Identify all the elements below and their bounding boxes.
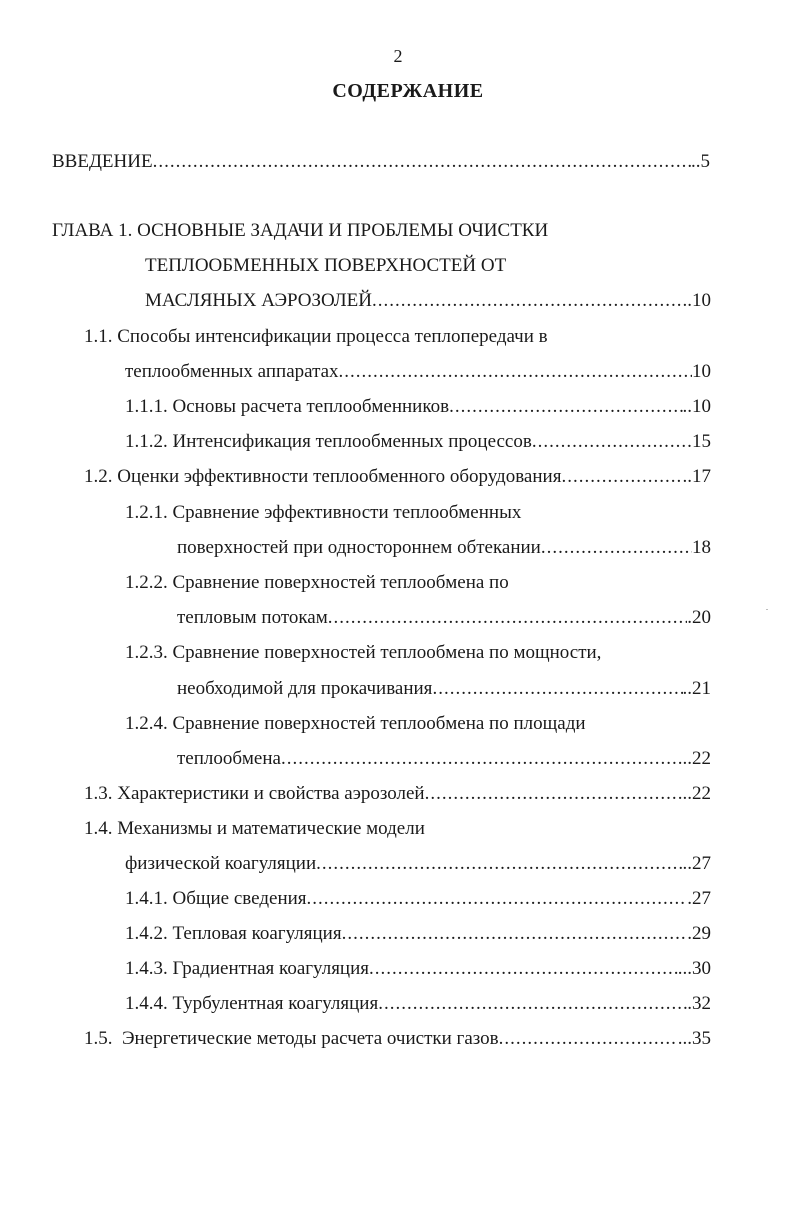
dot-leader (372, 289, 682, 313)
toc-chapter1-line1: ГЛАВА 1. ОСНОВНЫЕ ЗАДАЧИ И ПРОБЛЕМЫ ОЧИСТКИ (52, 220, 549, 241)
toc-s1-4-line1: 1.4. Механизмы и математические модели (84, 818, 425, 839)
toc-page-number: .29 (687, 923, 711, 944)
toc-page-number: .20 (687, 607, 711, 628)
toc-entry-text: физической коагуляции (125, 853, 317, 874)
dot-leader (316, 852, 682, 876)
dot-leader (532, 430, 692, 454)
toc-entry-s1-5 (84, 1027, 711, 1051)
toc-page-number: 15 (692, 431, 711, 452)
dot-leader (378, 992, 687, 1016)
dot-leader (449, 395, 682, 419)
dot-leader (561, 465, 682, 489)
dot-leader (328, 606, 687, 630)
toc-entry-text: поверхностей при одностороннем обтекании (177, 537, 541, 558)
dot-leader (153, 150, 691, 174)
toc-entry-s1-4-1 (125, 887, 711, 911)
dot-leader (432, 677, 682, 701)
toc-entry-chapter1 (145, 289, 711, 313)
toc-page-number: ..27 (682, 853, 711, 874)
toc-entry-text: 1.2. Оценки эффективности теплообменного оборудования (84, 466, 562, 487)
toc-page-number: .32 (687, 993, 711, 1014)
toc-s1-2-3-line1: 1.2.3. Сравнение поверхностей теплообмена по мощности, (125, 642, 602, 663)
toc-page-number: ..10 (682, 290, 711, 311)
scan-speck (766, 609, 768, 610)
toc-page-number: .27 (687, 888, 711, 909)
dot-leader (342, 922, 688, 946)
toc-entry-text: 1.1.2. Интенсификация теплообменных процессов (125, 431, 532, 452)
toc-title: СОДЕРЖАНИЕ (332, 80, 484, 102)
dot-leader (541, 536, 692, 560)
toc-entry-s1-2-2 (177, 606, 711, 630)
toc-entry-s1-2 (84, 465, 711, 489)
toc-entry-text: 1.4.1. Общие сведения (125, 888, 307, 909)
toc-page-number: ...22 (677, 748, 711, 769)
toc-entry-text: 1.3. Характеристики и свойства аэрозолей (84, 783, 425, 804)
toc-entry-text: теплообменных аппаратах (125, 361, 339, 382)
toc-entry-text: 1.4.4. Турбулентная коагуляция (125, 993, 379, 1014)
dot-leader (369, 957, 678, 981)
toc-entry-s1-4-4 (125, 992, 711, 1016)
toc-page-number: 10 (692, 361, 711, 382)
toc-s1-2-2-line1: 1.2.2. Сравнение поверхностей теплообмена по (125, 572, 509, 593)
toc-s1-1-line1: 1.1. Способы интенсификации процесса теплопередачи в (84, 326, 548, 347)
toc-s1-2-4-line1: 1.2.4. Сравнение поверхностей теплообмена по площади (125, 713, 586, 734)
dot-leader (425, 782, 678, 806)
toc-entry-intro (52, 150, 710, 174)
toc-entry-text: 1.4.2. Тепловая коагуляция (125, 923, 342, 944)
toc-entry-s1-2-1 (177, 536, 711, 560)
toc-page-number: ..17 (682, 466, 711, 487)
toc-entry-s1-1 (125, 360, 711, 384)
toc-entry-s1-1-1 (125, 395, 711, 419)
toc-entry-text: 1.1.1. Основы расчета теплообменников (125, 396, 450, 417)
toc-entry-text: тепловым потокам (177, 607, 328, 628)
toc-entry-text: 1.4.3. Градиентная коагуляция (125, 958, 370, 979)
toc-entry-s1-4-2 (125, 922, 711, 946)
toc-entry-s1-4 (125, 852, 711, 876)
toc-page-number: ...22 (677, 783, 711, 804)
toc-s1-2-1-line1: 1.2.1. Сравнение эффективности теплообменных (125, 502, 522, 523)
toc-page-number: ..5 (691, 151, 710, 172)
toc-page-number: ..10 (682, 396, 711, 417)
toc-page-number: 18 (692, 537, 711, 558)
page-number: 2 (393, 46, 403, 66)
dot-leader (281, 747, 678, 771)
toc-entry-s1-4-3 (125, 957, 711, 981)
toc-entry-text: необходимой для прокачивания (177, 678, 433, 699)
toc-entry-s1-1-2 (125, 430, 711, 454)
toc-entry-s1-3 (84, 782, 711, 806)
toc-entry-text: 1.5. Энергетические методы расчета очистки газов (84, 1028, 499, 1049)
toc-page-number: ...30 (677, 958, 711, 979)
toc-entry-text: теплообмена (177, 748, 281, 769)
toc-entry-text: ВВЕДЕНИЕ (52, 151, 153, 172)
toc-page-number: ...35 (677, 1028, 711, 1049)
toc-entry-text: МАСЛЯНЫХ АЭРОЗОЛЕЙ (145, 290, 373, 311)
dot-leader (499, 1027, 678, 1051)
toc-page-number: ..21 (682, 678, 711, 699)
toc-entry-s1-2-4 (177, 747, 711, 771)
dot-leader (339, 360, 692, 384)
dot-leader (307, 887, 688, 911)
toc-chapter1-line2: ТЕПЛООБМЕННЫХ ПОВЕРХНОСТЕЙ ОТ (145, 255, 507, 276)
toc-entry-s1-2-3 (177, 677, 711, 701)
